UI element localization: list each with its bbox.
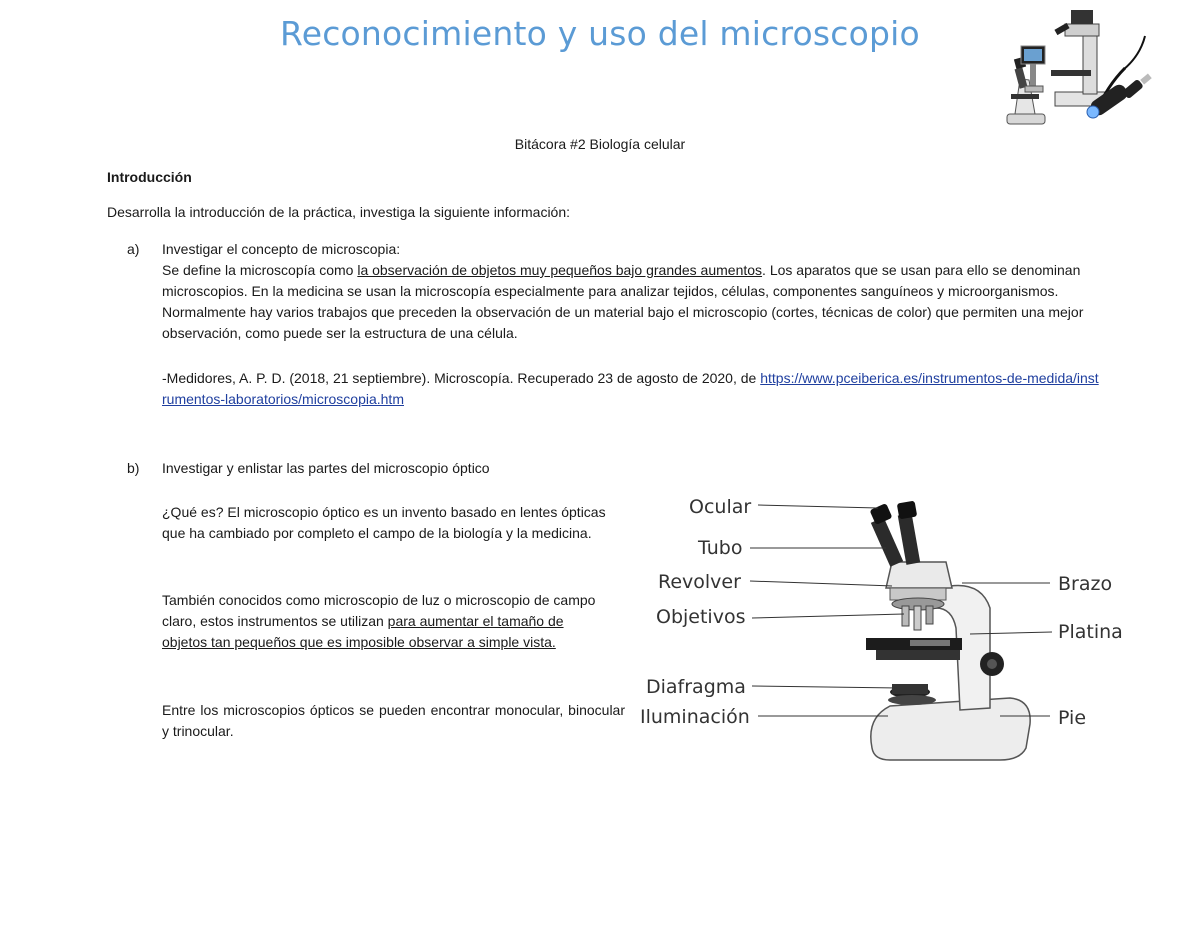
section-b-marker: b) bbox=[127, 460, 140, 476]
section-b-paragraph-1: ¿Qué es? El microscopio óptico es un invento basado en lentes ópticas que ha cambiado por completo el campo de la biología y la medicina. bbox=[162, 504, 606, 541]
section-a-citation bbox=[162, 368, 1102, 410]
section-a-marker: a) bbox=[127, 241, 140, 257]
optical-microscope-illustration bbox=[866, 501, 1030, 760]
introduction-instruction: Desarrolla la introducción de la práctica, investiga la siguiente información: bbox=[107, 204, 571, 220]
section-b-paragraph-3: Entre los microscopios ópticos se pueden encontrar monocular, binocular y trinocular. bbox=[162, 702, 625, 739]
microscopes-collage-image bbox=[995, 6, 1155, 130]
citation-text: -Medidores, A. P. D. (2018, 21 septiembre). Microscopía. Recuperado 23 de agosto de 2020, de bbox=[162, 370, 761, 386]
page-title: Reconocimiento y uso del microscopio bbox=[280, 14, 920, 53]
section-a-underlined-definition: la observación de objetos muy pequeños bajo grandes aumentos bbox=[357, 262, 763, 278]
section-b-title: Investigar y enlistar las partes del microscopio óptico bbox=[162, 460, 490, 476]
diagram-label-brazo: Brazo bbox=[1058, 573, 1113, 595]
microscope-parts-diagram bbox=[640, 478, 1130, 768]
diagram-label-tubo: Tubo bbox=[698, 537, 743, 559]
diagram-label-ocular: Ocular bbox=[689, 496, 752, 518]
section-b-underlined-purpose: para aumentar el tamaño de objetos tan pequeños que es imposible observar a simple vista. bbox=[162, 613, 564, 650]
diagram-label-platina: Platina bbox=[1058, 621, 1123, 643]
section-a-text-end: . Los aparatos que se usan para ello se denominan microscopios. En la medicina se usan la microscopía especialmente para analizar tejidos, células, componentes sanguíneos y microorganismos. Normalmente hay varios trabajos que preceden la observación de un material bajo el microscopio (cortes, técnicas de color) que permiten una mejor observación, como puede ser la estructura de una célula. bbox=[162, 262, 1084, 341]
section-a-text-start: Se define la microscopía como bbox=[162, 262, 358, 278]
section-b-paragraph-2 bbox=[162, 590, 602, 653]
citation-link[interactable]: https://www.pceiberica.es/instrumentos-de-medida/instrumentos-laboratorios/microscopia.htm bbox=[162, 370, 1099, 407]
diagram-label-iluminacion: Iluminación bbox=[640, 706, 750, 728]
diagram-label-objetivos: Objetivos bbox=[656, 606, 746, 628]
section-a-paragraph bbox=[162, 260, 1102, 344]
section-b-text-start: También conocidos como microscopio de luz o microscopio de campo claro, estos instrumentos se utilizan bbox=[162, 592, 596, 629]
introduction-heading: Introducción bbox=[107, 169, 192, 185]
inverted-microscope-icon bbox=[1051, 10, 1105, 106]
diagram-label-revolver: Revolver bbox=[658, 571, 741, 593]
section-a-title: Investigar el concepto de microscopia: bbox=[162, 241, 401, 257]
diagram-label-diafragma: Diafragma bbox=[646, 676, 746, 698]
document-subtitle: Bitácora #2 Biología celular bbox=[514, 136, 686, 152]
diagram-label-pie: Pie bbox=[1058, 707, 1087, 729]
